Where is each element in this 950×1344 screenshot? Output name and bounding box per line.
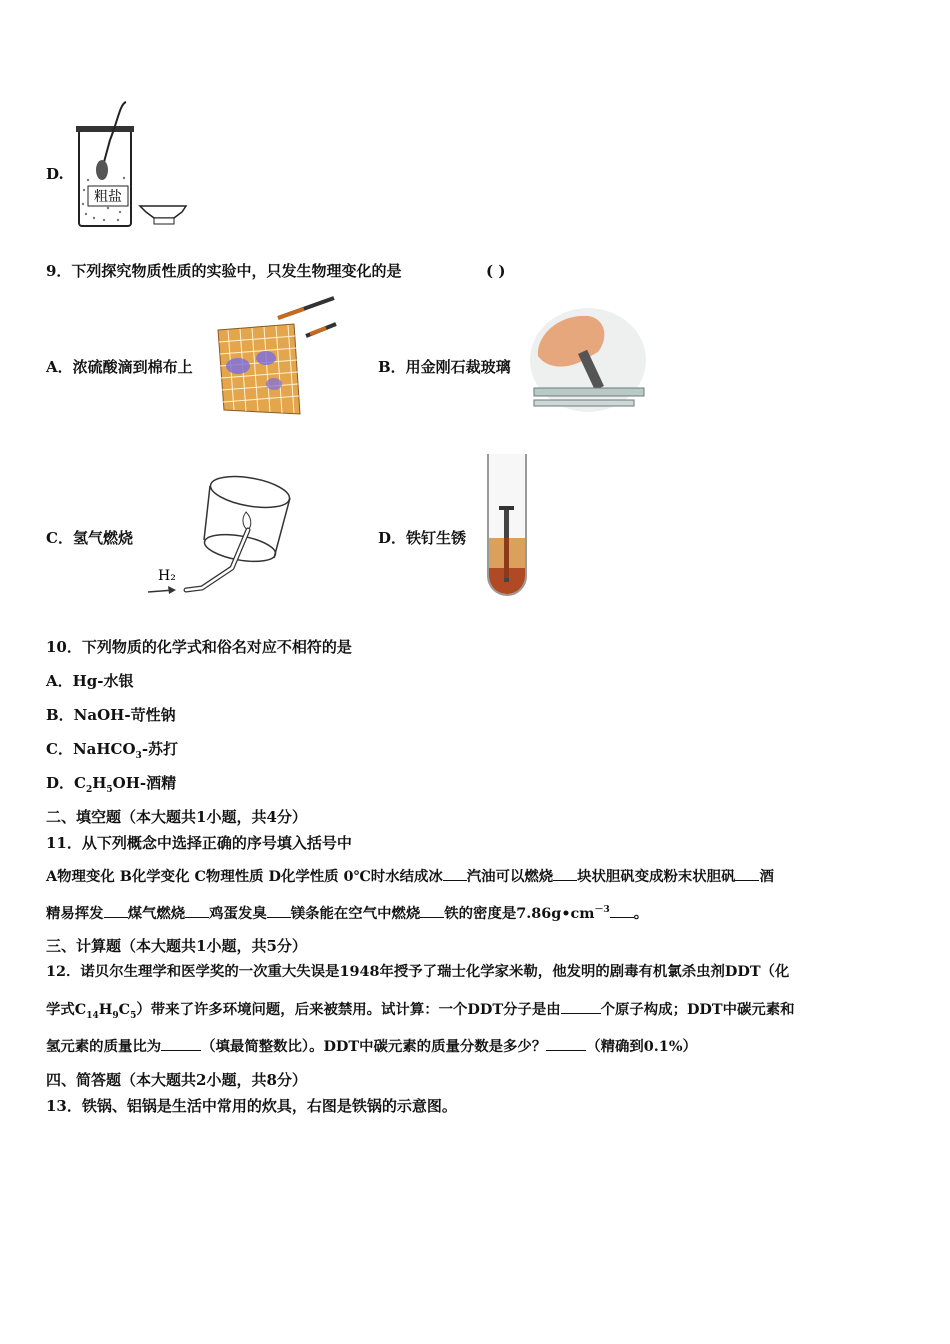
q9-option-d: D．铁钉生锈 [378,529,467,547]
q9-option-a: A．浓硫酸滴到棉布上 [46,358,193,376]
q9-answer-paren: ( ) [486,262,506,280]
section4-title: 四、简答题（本大题共2小题，共8分） [46,1071,307,1089]
diamond-cut-glass-figure [528,306,646,414]
h2-label: H₂ [158,568,176,584]
q11-stem: 11．从下列概念中选择正确的序号填入括号中 [46,834,352,852]
q11-line1: A物理变化 B化学变化 C物理性质 D化学性质 0℃时水结成冰 汽油可以燃烧 块状胆矾变成粉末状胆矾 酒 [46,868,774,885]
q10-option-b: B．NaOH-苛性钠 [46,706,176,724]
q11-line2: 精易挥发 煤气燃烧 鸡蛋发臭 镁条能在空气中燃烧 铁的密度是$7.86g•cm^{-3}$ 。 [46,905,649,922]
q13-stem: 13．铁锅、铝锅是生活中常用的炊具，右图是铁锅的示意图。 [46,1097,457,1115]
hydrogen-burning-figure [144,472,294,600]
cotton-cloth-figure [214,294,338,418]
jar-label: 粗盐 [94,189,122,205]
q10-stem: 10．下列物质的化学式和俗名对应不相符的是 [46,638,352,656]
q9-option-b: B．用金刚石裁玻璃 [378,358,511,376]
salt-jar-figure [74,100,190,230]
q10-option-d: D．$C_2H_5OH-$酒精 [46,774,177,795]
q8-option-d-label: D. [46,165,64,183]
q12-line1: 12．诺贝尔生理学和医学奖的一次重大失误是1948年授予了瑞士化学家米勒，他发明的剧毒有机氯杀虫剂DDT（化 [46,963,790,980]
q9-stem: 9．下列探究物质性质的实验中，只发生物理变化的是 [46,262,402,280]
q10-option-c: C．NaHCO$_3$-苏打 [46,740,179,761]
q9-option-c: C．氢气燃烧 [46,529,133,547]
q12-line3: 氢元素的质量比为 （填最简整数比）。DDT中碳元素的质量分数是多少？ （精确到0.1%） [46,1038,697,1055]
q10-option-a: A．Hg-水银 [46,672,134,690]
iron-nail-rust-figure [482,452,532,598]
section2-title: 二、填空题（本大题共1小题，共4分） [46,808,307,826]
section3-title: 三、计算题（本大题共1小题，共5分） [46,937,307,955]
q12-line2: 学式$C_{14}H_9C_5$）带来了许多环境问题，后来被禁用。试计算：一个DDT分子是由 个原子构成；DDT中碳元素和 [46,1001,795,1021]
